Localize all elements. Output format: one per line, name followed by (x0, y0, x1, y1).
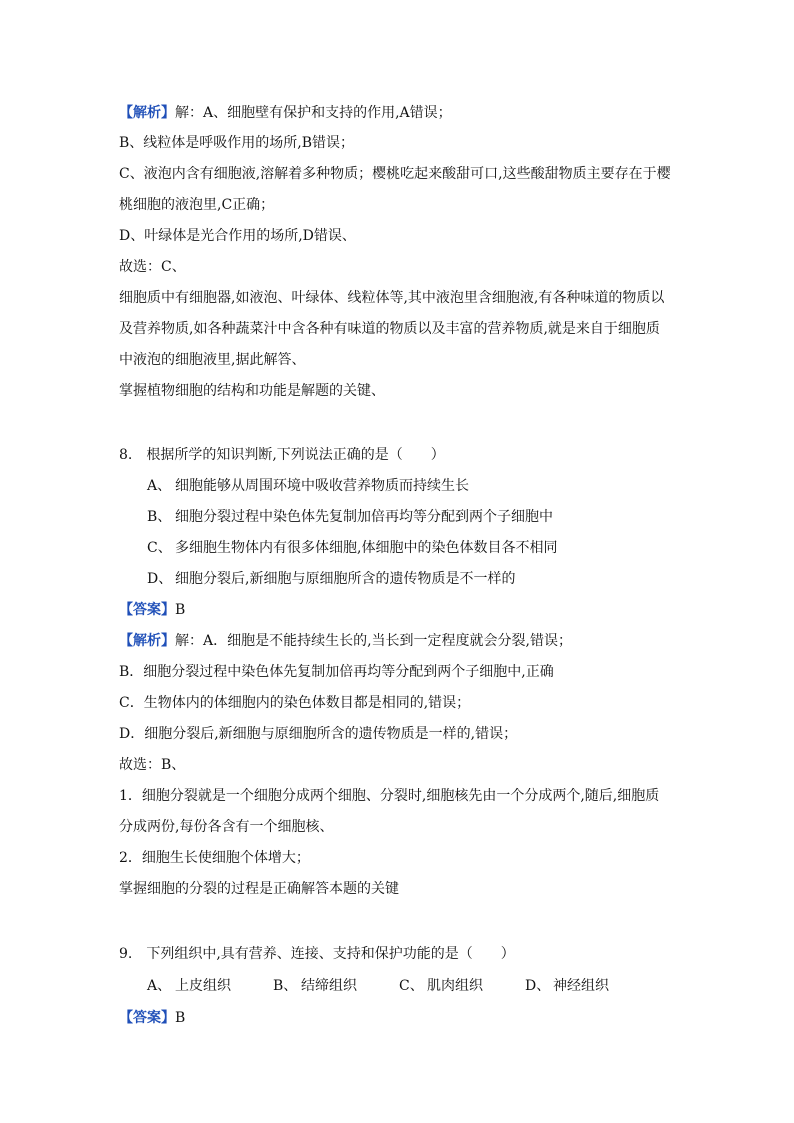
analysis-line: C、液泡内含有细胞液,溶解着多种物质；樱桃吃起来酸甜可口,这些酸甜物质主要存在于樱 (119, 166, 671, 182)
analysis-line (119, 103, 452, 123)
option-text: 细胞分裂后,新细胞与原细胞所含的遗传物质是不一样的 (175, 571, 516, 587)
analysis-tag: 【解析】 (119, 105, 175, 121)
analysis-line: C．生物体内的体细胞内的染色体数目都是相同的,错误； (119, 695, 471, 711)
q9-option-b (273, 976, 357, 996)
option-text: 结缔组织 (301, 978, 357, 994)
analysis-line: 1．细胞分裂就是一个细胞分成两个细胞、分裂时,细胞核先由一个分成两个,随后,细胞质 (119, 788, 660, 804)
analysis-line: D、叶绿体是光合作用的场所,D错误、 (119, 228, 356, 244)
answer-tag: 【答案】 (119, 602, 175, 618)
analysis-line: D．细胞分裂后,新细胞与原细胞所含的遗传物质是一样的,错误； (119, 726, 518, 742)
analysis-line: 掌握植物细胞的结构和功能是解题的关键、 (119, 383, 385, 399)
option-text: 细胞分裂过程中染色体先复制加倍再均等分配到两个子细胞中 (175, 509, 553, 525)
option-text: 细胞能够从周围环境中吸收营养物质而持续生长 (175, 478, 469, 494)
question-8-stem: 8. 根据所学的知识判断,下列说法正确的是（ ） (119, 447, 445, 463)
option-text: 神经组织 (553, 978, 609, 994)
analysis-text: 解：A、细胞壁有保护和支持的作用,A错误； (175, 105, 452, 121)
analysis-line: B、线粒体是呼吸作用的场所,B错误； (119, 135, 355, 151)
analysis-line: B．细胞分裂过程中染色体先复制加倍再均等分配到两个子细胞中,正确 (119, 664, 554, 680)
q8-answer (119, 600, 185, 620)
q8-option-a (147, 476, 469, 496)
question-9-stem: 9. 下列组织中,具有营养、连接、支持和保护功能的是（ ） (119, 946, 515, 962)
analysis-text: 解：A．细胞是不能持续生长的,当长到一定程度就会分裂,错误； (175, 633, 573, 649)
q8-option-d (147, 569, 515, 589)
option-text: 上皮组织 (175, 978, 231, 994)
option-text: 肌肉组织 (427, 978, 483, 994)
analysis-tag: 【解析】 (119, 633, 175, 649)
answer-value: B (175, 1010, 186, 1026)
option-letter: C、 (399, 978, 424, 994)
q9-answer (119, 1008, 185, 1028)
q8-option-b (147, 507, 553, 527)
analysis-line: 桃细胞的液泡里,C正确； (119, 197, 275, 213)
q9-option-c (399, 976, 483, 996)
option-letter: B、 (273, 978, 298, 994)
answer-value: B (175, 602, 186, 618)
option-letter: D、 (525, 978, 551, 994)
q9-option-a (147, 976, 231, 996)
option-text: 多细胞生物体内有很多体细胞,体细胞中的染色体数目各不相同 (175, 540, 558, 556)
analysis-line: 分成两份,每份各含有一个细胞核、 (119, 819, 334, 835)
analysis-line: 故选：B、 (119, 757, 186, 773)
analysis-line: 2．细胞生长使细胞个体增大； (119, 850, 310, 866)
option-letter: A、 (147, 978, 172, 994)
analysis-line: 中液泡的细胞液里,据此解答、 (119, 352, 306, 368)
q8-option-c (147, 538, 557, 558)
analysis-line: 掌握细胞的分裂的过程是正确解答本题的关键 (119, 881, 399, 897)
q9-option-d (525, 976, 609, 996)
option-letter: A、 (147, 478, 172, 494)
answer-tag: 【答案】 (119, 1010, 175, 1026)
option-letter: B、 (147, 509, 172, 525)
analysis-line: 及营养物质,如各种蔬菜汁中含各种有味道的物质以及丰富的营养物质,就是来自于细胞质 (119, 321, 660, 337)
option-letter: C、 (147, 540, 172, 556)
analysis-line: 故选：C、 (119, 259, 186, 275)
analysis-line: 细胞质中有细胞器,如液泡、叶绿体、线粒体等,其中液泡里含细胞液,有各种味道的物质以 (119, 290, 665, 306)
option-letter: D、 (147, 571, 173, 587)
analysis-line (119, 631, 572, 651)
